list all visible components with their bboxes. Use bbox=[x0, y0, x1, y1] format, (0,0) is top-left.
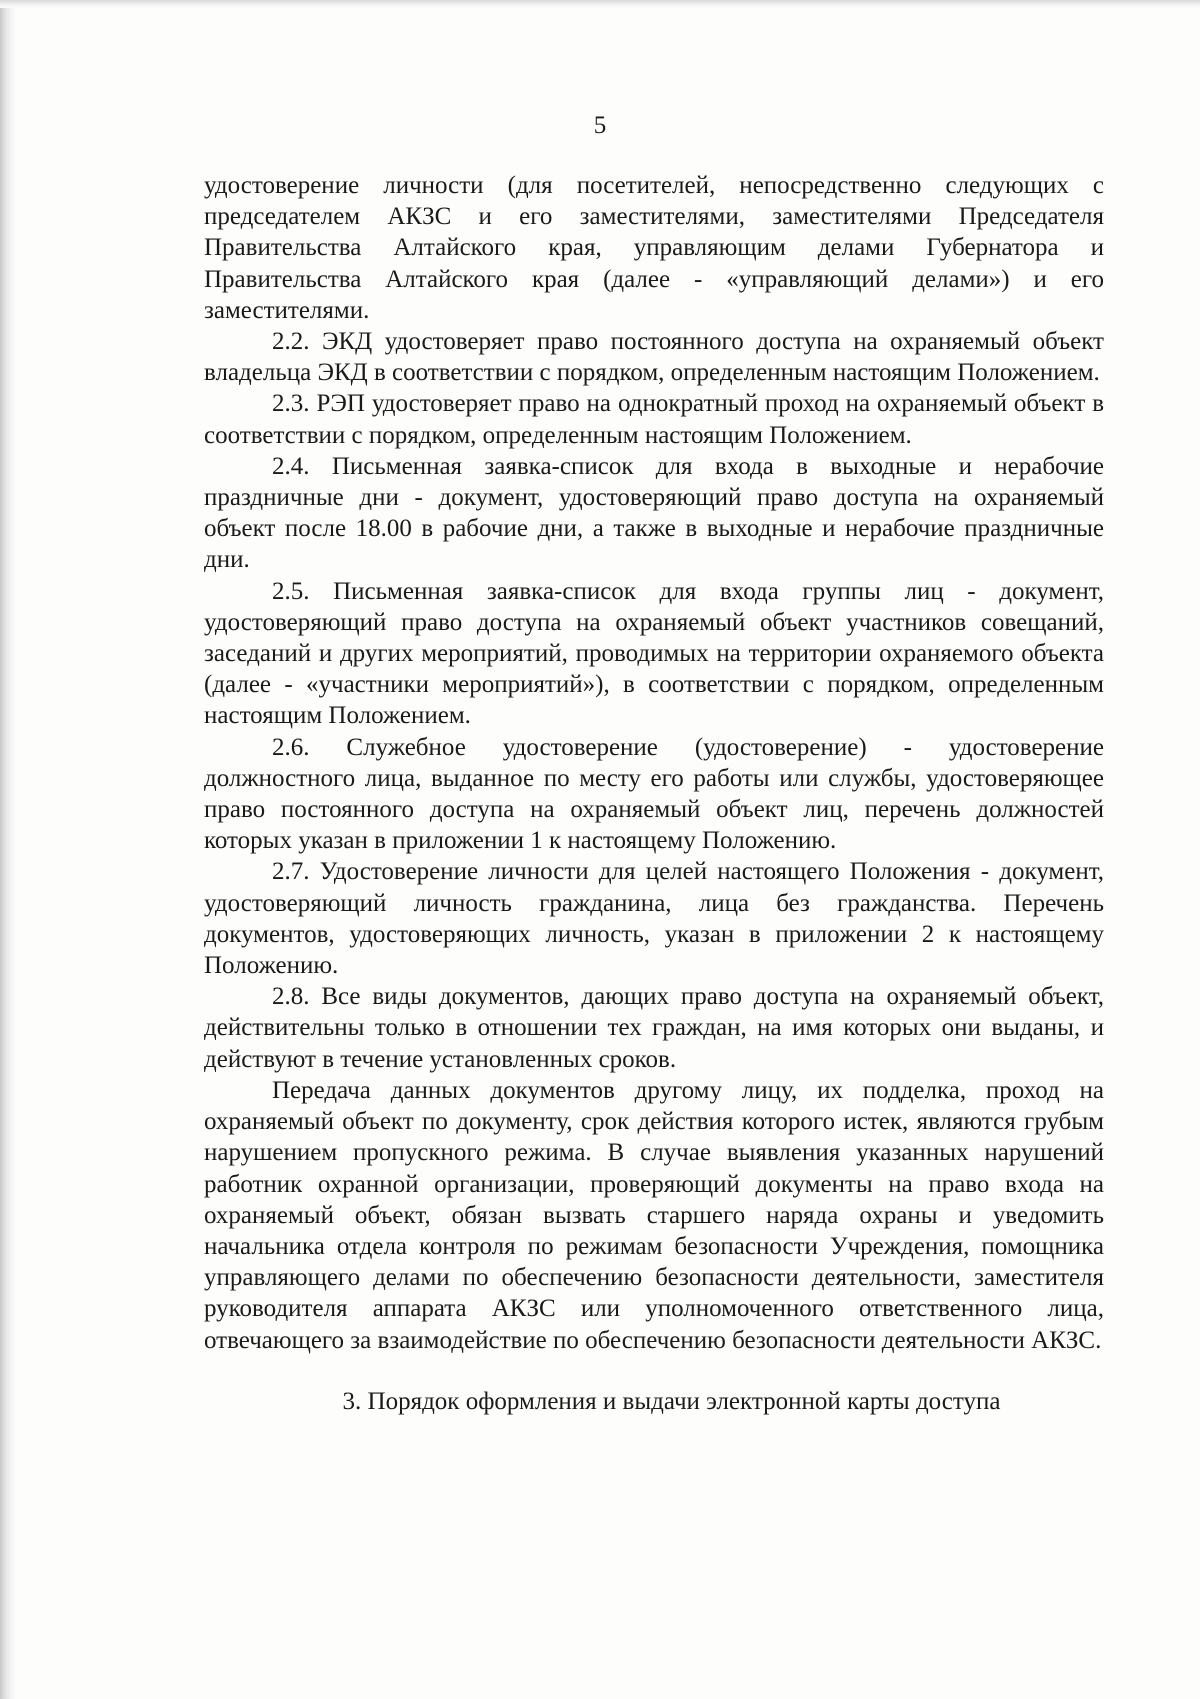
paragraph-2-4: 2.4. Письменная заявка-список для входа в выходные и нерабочие праздничные дни - документ, удостоверяющий право доступа на охраняемый объект после 18.00 в рабочие дни, а также в выходные и нерабочие праздничные дни. bbox=[204, 452, 1104, 574]
section-heading: 3. Порядок оформления и выдачи электронной карты доступа bbox=[342, 1387, 1001, 1415]
paragraph-2-8: 2.8. Все виды документов, дающих право доступа на охраняемый объект, действительны только в отношении тех граждан, на имя которых они выданы, и действуют в течение установленных сроков. bbox=[204, 983, 1104, 1073]
paragraph-2-2: 2.2. ЭКД удостоверяет право постоянного доступа на охраняемый объект владельца ЭКД в соответствии с порядком, определенным настоящим Положением. bbox=[204, 328, 1104, 387]
paragraph-2-3: 2.3. РЭП удостоверяет право на однократный проход на охраняемый объект в соответствии с порядком, определенным настоящим Положением. bbox=[204, 390, 1104, 449]
paragraph-violations: Передача данных документов другому лицу, их подделка, проход на охраняемый объект по документу, срок действия которого истек, являются грубым нарушением пропускного режима. В случае выявления указанных нарушений работник охранной организации, проверяющий документы на право входа на охраняемый объект, обязан вызвать старшего наряда охраны и уведомить начальника отдела контроля по режимам безопасности Учреждения, помощника управляющего делами по обеспечению безопасности деятельности, заместителя руководителя аппарата АКЗС или уполномоченного ответственного лица, отвечающего за взаимодействие по обеспечению безопасности деятельности АКЗС. bbox=[204, 1076, 1104, 1354]
page-number: 5 bbox=[593, 112, 607, 139]
paragraph-2-5: 2.5. Письменная заявка-список для входа группы лиц - документ, удостоверяющий право доступа на охраняемый объект участников совещаний, заседаний и других мероприятий, проводимых на территории охраняемого объекта (далее - «участники мероприятий»), в соответствии с порядком, определенным настоящим Положением. bbox=[204, 577, 1104, 730]
scan-edge-top bbox=[0, 0, 1200, 8]
paragraph-continuation: удостоверение личности (для посетителей, непосредственно следующих с председателем АКЗС и его заместителями, заместителями Председателя Правительства Алтайского края, управляющим делами Губернатора и Правительства Алтайского края (далее - «управляющий делами») и его заместителями. bbox=[204, 172, 1104, 324]
document-body bbox=[204, 170, 1104, 1417]
paragraph-2-6: 2.6. Служебное удостоверение (удостоверение) - удостоверение должностного лица, выданное по месту его работы или службы, удостоверяющее право постоянного доступа на охраняемый объект лиц, перечень должностей которых указан в приложении 1 к настоящему Положению. bbox=[204, 733, 1104, 855]
scan-edge-left bbox=[0, 0, 16, 1699]
paragraph-2-7: 2.7. Удостоверение личности для целей настоящего Положения - документ, удостоверяющий личность гражданина, лица без гражданства. Перечень документов, удостоверяющих личность, указан в приложении 2 к настоящему Положению. bbox=[204, 858, 1104, 980]
